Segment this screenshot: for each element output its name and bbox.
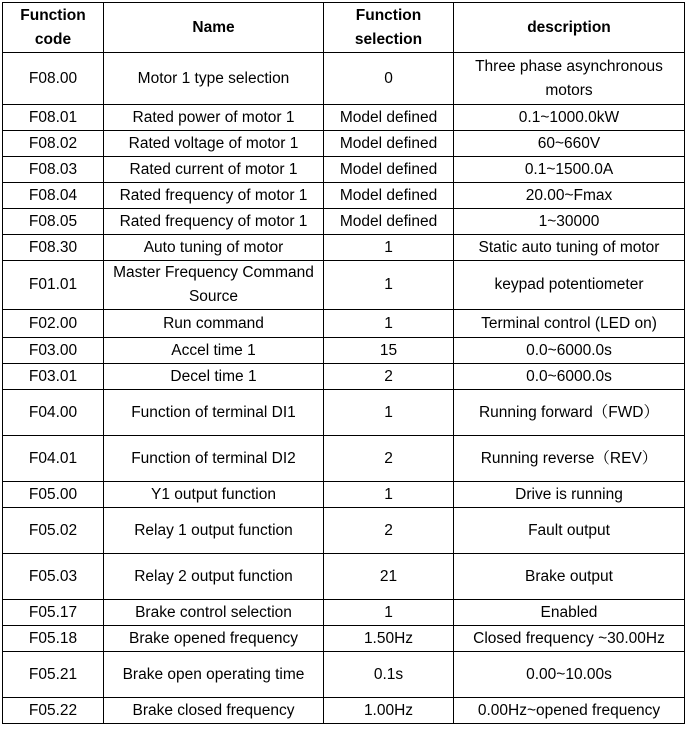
- cell-function-code: F08.01: [3, 105, 104, 131]
- cell-description: 0.0~6000.0s: [454, 364, 685, 390]
- table-row: [3, 554, 685, 600]
- cell-description: 60~660V: [454, 131, 685, 157]
- table-row: [3, 105, 685, 131]
- cell-function-code: F03.01: [3, 364, 104, 390]
- cell-function-selection: 0: [324, 53, 454, 105]
- cell-function-code: F05.22: [3, 698, 104, 724]
- cell-description: 0.0~6000.0s: [454, 338, 685, 364]
- cell-description: 0.00Hz~opened frequency: [454, 698, 685, 724]
- table-row: [3, 310, 685, 338]
- cell-function-selection: 1: [324, 482, 454, 508]
- cell-function-selection: 2: [324, 364, 454, 390]
- cell-name: Run command: [104, 310, 324, 338]
- table-row: [3, 364, 685, 390]
- cell-name: Brake control selection: [104, 600, 324, 626]
- cell-name: Rated power of motor 1: [104, 105, 324, 131]
- cell-name: Accel time 1: [104, 338, 324, 364]
- cell-function-selection: 1: [324, 261, 454, 310]
- cell-name: Relay 2 output function: [104, 554, 324, 600]
- cell-name: Rated voltage of motor 1: [104, 131, 324, 157]
- cell-function-selection: 1: [324, 390, 454, 436]
- cell-description: Closed frequency ~30.00Hz: [454, 626, 685, 652]
- cell-function-selection: 1.00Hz: [324, 698, 454, 724]
- table-row: [3, 652, 685, 698]
- cell-description: Three phase asynchronous motors: [454, 53, 685, 105]
- cell-description: Drive is running: [454, 482, 685, 508]
- cell-name: Function of terminal DI1: [104, 390, 324, 436]
- cell-function-code: F04.00: [3, 390, 104, 436]
- cell-function-code: F08.05: [3, 209, 104, 235]
- cell-name: Master Frequency Command Source: [104, 261, 324, 310]
- cell-function-code: F08.30: [3, 235, 104, 261]
- cell-function-code: F05.00: [3, 482, 104, 508]
- header-name: Name: [104, 3, 324, 53]
- table-row: [3, 390, 685, 436]
- table-row: [3, 209, 685, 235]
- table-row: [3, 482, 685, 508]
- table-row: [3, 261, 685, 310]
- cell-function-selection: 1: [324, 600, 454, 626]
- table-row: [3, 131, 685, 157]
- cell-description: keypad potentiometer: [454, 261, 685, 310]
- cell-name: Brake open operating time: [104, 652, 324, 698]
- table-row: [3, 436, 685, 482]
- cell-name: Y1 output function: [104, 482, 324, 508]
- cell-name: Motor 1 type selection: [104, 53, 324, 105]
- cell-function-code: F05.03: [3, 554, 104, 600]
- cell-function-code: F03.00: [3, 338, 104, 364]
- cell-function-selection: 1: [324, 310, 454, 338]
- cell-function-selection: Model defined: [324, 131, 454, 157]
- cell-function-code: F05.21: [3, 652, 104, 698]
- cell-description: 0.00~10.00s: [454, 652, 685, 698]
- cell-description: Enabled: [454, 600, 685, 626]
- cell-description: Fault output: [454, 508, 685, 554]
- cell-function-selection: 21: [324, 554, 454, 600]
- cell-function-selection: Model defined: [324, 209, 454, 235]
- table-row: [3, 698, 685, 724]
- cell-function-selection: 15: [324, 338, 454, 364]
- cell-function-code: F05.17: [3, 600, 104, 626]
- parameter-table: [2, 2, 685, 724]
- cell-name: Auto tuning of motor: [104, 235, 324, 261]
- cell-function-selection: 1.50Hz: [324, 626, 454, 652]
- header-description: description: [454, 3, 685, 53]
- cell-description: 0.1~1000.0kW: [454, 105, 685, 131]
- cell-function-selection: 0.1s: [324, 652, 454, 698]
- cell-function-code: F04.01: [3, 436, 104, 482]
- cell-function-code: F02.00: [3, 310, 104, 338]
- cell-function-selection: Model defined: [324, 157, 454, 183]
- cell-name: Rated frequency of motor 1: [104, 209, 324, 235]
- cell-function-code: F05.18: [3, 626, 104, 652]
- cell-description: 0.1~1500.0A: [454, 157, 685, 183]
- cell-function-code: F08.00: [3, 53, 104, 105]
- cell-function-selection: 1: [324, 235, 454, 261]
- cell-function-code: F05.02: [3, 508, 104, 554]
- cell-description: Running forward（FWD）: [454, 390, 685, 436]
- table-row: [3, 626, 685, 652]
- table-row: [3, 157, 685, 183]
- table-row: [3, 53, 685, 105]
- table-row: [3, 338, 685, 364]
- cell-description: 1~30000: [454, 209, 685, 235]
- cell-description: Terminal control (LED on): [454, 310, 685, 338]
- table-row: [3, 508, 685, 554]
- cell-function-code: F08.02: [3, 131, 104, 157]
- cell-name: Rated current of motor 1: [104, 157, 324, 183]
- table-row: [3, 183, 685, 209]
- cell-description: 20.00~Fmax: [454, 183, 685, 209]
- cell-name: Function of terminal DI2: [104, 436, 324, 482]
- cell-function-code: F01.01: [3, 261, 104, 310]
- cell-description: Brake output: [454, 554, 685, 600]
- cell-name: Relay 1 output function: [104, 508, 324, 554]
- cell-function-selection: 2: [324, 508, 454, 554]
- table-row: [3, 235, 685, 261]
- cell-name: Decel time 1: [104, 364, 324, 390]
- cell-function-code: F08.04: [3, 183, 104, 209]
- cell-function-code: F08.03: [3, 157, 104, 183]
- cell-function-selection: Model defined: [324, 183, 454, 209]
- header-row: [3, 3, 685, 53]
- cell-description: Static auto tuning of motor: [454, 235, 685, 261]
- table-body: [3, 53, 685, 724]
- header-function-selection: Function selection: [324, 3, 454, 53]
- cell-name: Brake closed frequency: [104, 698, 324, 724]
- header-function-code: Function code: [3, 3, 104, 53]
- cell-function-selection: Model defined: [324, 105, 454, 131]
- cell-name: Rated frequency of motor 1: [104, 183, 324, 209]
- cell-description: Running reverse（REV）: [454, 436, 685, 482]
- table-row: [3, 600, 685, 626]
- cell-function-selection: 2: [324, 436, 454, 482]
- cell-name: Brake opened frequency: [104, 626, 324, 652]
